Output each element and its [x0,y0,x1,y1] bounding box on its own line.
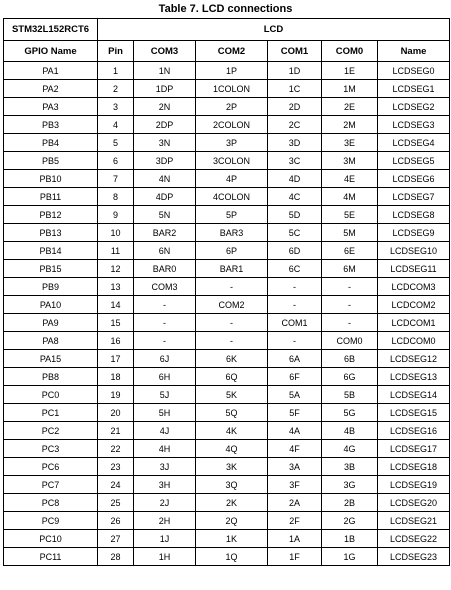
pin-cell: 14 [98,296,134,314]
com1-cell: 3F [268,476,322,494]
table-row [4,152,450,170]
pin-cell: 13 [98,278,134,296]
com3-cell: 3N [134,134,196,152]
name-cell: LCDCOM3 [378,278,450,296]
pin-cell: 9 [98,206,134,224]
pin-cell: 12 [98,260,134,278]
col-header-com2: COM2 [196,41,268,62]
pin-cell: 7 [98,170,134,188]
gpio-name-cell: PC9 [4,512,98,530]
com0-cell: 6B [322,350,378,368]
com3-cell: 6H [134,368,196,386]
com2-cell: 1K [196,530,268,548]
table-row [4,458,450,476]
name-cell: LCDCOM2 [378,296,450,314]
table-row [4,440,450,458]
name-cell: LCDSEG11 [378,260,450,278]
lcd-connections-table [3,18,450,566]
com0-cell: 5B [322,386,378,404]
pin-cell: 25 [98,494,134,512]
gpio-name-cell: PA8 [4,332,98,350]
table-row [4,224,450,242]
header-row-columns [4,41,450,62]
com1-cell: 2A [268,494,322,512]
name-cell: LCDSEG21 [378,512,450,530]
pin-cell: 4 [98,116,134,134]
com0-cell: - [322,296,378,314]
com1-cell: - [268,296,322,314]
com3-cell: 4H [134,440,196,458]
header-row-top [4,19,450,41]
com0-cell: 6G [322,368,378,386]
pin-cell: 22 [98,440,134,458]
com3-cell: 3H [134,476,196,494]
com1-cell: 3A [268,458,322,476]
name-cell: LCDCOM1 [378,314,450,332]
name-cell: LCDCOM0 [378,332,450,350]
com3-cell: BAR0 [134,260,196,278]
com3-cell: 2H [134,512,196,530]
com3-cell: 5N [134,206,196,224]
table-row [4,296,450,314]
com0-cell: 4B [322,422,378,440]
com1-cell: 2F [268,512,322,530]
com2-cell: 4COLON [196,188,268,206]
name-cell: LCDSEG0 [378,62,450,80]
table-row [4,368,450,386]
name-cell: LCDSEG5 [378,152,450,170]
com1-cell: 6D [268,242,322,260]
com0-cell: 6M [322,260,378,278]
com1-cell: - [268,332,322,350]
com1-cell: 4F [268,440,322,458]
com0-cell: COM0 [322,332,378,350]
name-cell: LCDSEG18 [378,458,450,476]
pin-cell: 17 [98,350,134,368]
pin-cell: 19 [98,386,134,404]
com3-cell: BAR2 [134,224,196,242]
com2-cell: 6Q [196,368,268,386]
gpio-name-cell: PA9 [4,314,98,332]
com3-cell: 2J [134,494,196,512]
pin-cell: 21 [98,422,134,440]
name-cell: LCDSEG10 [378,242,450,260]
com1-cell: 4A [268,422,322,440]
gpio-name-cell: PA1 [4,62,98,80]
gpio-name-cell: PA3 [4,98,98,116]
com1-cell: - [268,278,322,296]
table-row [4,80,450,98]
com2-cell: 4K [196,422,268,440]
pin-cell: 11 [98,242,134,260]
com2-cell: BAR3 [196,224,268,242]
com0-cell: 5G [322,404,378,422]
gpio-name-cell: PC0 [4,386,98,404]
com0-cell: - [322,278,378,296]
com0-cell: 1M [322,80,378,98]
com3-cell: - [134,314,196,332]
gpio-name-cell: PC1 [4,404,98,422]
com3-cell: 3DP [134,152,196,170]
com2-cell: 3P [196,134,268,152]
gpio-name-cell: PB3 [4,116,98,134]
pin-cell: 16 [98,332,134,350]
table-row [4,332,450,350]
col-header-pin: Pin [98,41,134,62]
col-header-name: Name [378,41,450,62]
col-header-com0: COM0 [322,41,378,62]
table-row [4,116,450,134]
com1-cell: COM1 [268,314,322,332]
com2-cell: - [196,314,268,332]
com3-cell: 4DP [134,188,196,206]
com3-cell: 5H [134,404,196,422]
name-cell: LCDSEG16 [378,422,450,440]
name-cell: LCDSEG1 [378,80,450,98]
com0-cell: 3G [322,476,378,494]
name-cell: LCDSEG20 [378,494,450,512]
gpio-name-cell: PC8 [4,494,98,512]
pin-cell: 20 [98,404,134,422]
table-row [4,242,450,260]
table-row [4,134,450,152]
table-row [4,494,450,512]
com1-cell: 6F [268,368,322,386]
com2-cell: 3K [196,458,268,476]
table-row [4,422,450,440]
pin-cell: 6 [98,152,134,170]
gpio-name-cell: PB13 [4,224,98,242]
table-row [4,62,450,80]
name-cell: LCDSEG7 [378,188,450,206]
com2-cell: COM2 [196,296,268,314]
col-header-com1: COM1 [268,41,322,62]
com2-cell: 1P [196,62,268,80]
com2-cell: 2P [196,98,268,116]
com1-cell: 5D [268,206,322,224]
com1-cell: 1F [268,548,322,566]
table-row [4,512,450,530]
table-row [4,170,450,188]
com2-cell: 2K [196,494,268,512]
table-caption: Table 7. LCD connections [158,3,293,15]
table-row [4,386,450,404]
gpio-name-cell: PB5 [4,152,98,170]
gpio-name-cell: PB9 [4,278,98,296]
com2-cell: 1COLON [196,80,268,98]
pin-cell: 15 [98,314,134,332]
com3-cell: 2N [134,98,196,116]
table-row [4,98,450,116]
com1-cell: 4C [268,188,322,206]
table-row [4,350,450,368]
com1-cell: 4D [268,170,322,188]
gpio-name-cell: PA10 [4,296,98,314]
com0-cell: 5M [322,224,378,242]
name-cell: LCDSEG8 [378,206,450,224]
pin-cell: 2 [98,80,134,98]
com2-cell: 3Q [196,476,268,494]
com2-cell: 5K [196,386,268,404]
com2-cell: 5Q [196,404,268,422]
com0-cell: 2B [322,494,378,512]
com3-cell: 4N [134,170,196,188]
pin-cell: 3 [98,98,134,116]
pin-cell: 18 [98,368,134,386]
com1-cell: 6A [268,350,322,368]
com3-cell: 6N [134,242,196,260]
table-row [4,404,450,422]
com3-cell: 6J [134,350,196,368]
pin-cell: 26 [98,512,134,530]
gpio-name-cell: PA2 [4,80,98,98]
com0-cell: 3B [322,458,378,476]
com1-cell: 5A [268,386,322,404]
gpio-name-cell: PC3 [4,440,98,458]
com3-cell: - [134,296,196,314]
com0-cell: 4M [322,188,378,206]
com3-cell: 4J [134,422,196,440]
com2-cell: 2COLON [196,116,268,134]
gpio-name-cell: PB4 [4,134,98,152]
com3-cell: COM3 [134,278,196,296]
com0-cell: 1G [322,548,378,566]
table-row [4,530,450,548]
table-header [4,19,450,62]
com2-cell: 4P [196,170,268,188]
com0-cell: 3M [322,152,378,170]
pin-cell: 8 [98,188,134,206]
pin-cell: 5 [98,134,134,152]
gpio-name-cell: PC10 [4,530,98,548]
com3-cell: 1J [134,530,196,548]
com3-cell: 3J [134,458,196,476]
com1-cell: 2C [268,116,322,134]
gpio-name-cell: PA15 [4,350,98,368]
com2-cell: 6P [196,242,268,260]
name-cell: LCDSEG12 [378,350,450,368]
device-header: STM32L152RCT6 [4,19,98,41]
table-row [4,314,450,332]
pin-cell: 27 [98,530,134,548]
com1-cell: 5C [268,224,322,242]
com0-cell: 2M [322,116,378,134]
com1-cell: 1D [268,62,322,80]
com3-cell: 1N [134,62,196,80]
gpio-name-cell: PB14 [4,242,98,260]
com2-cell: 6K [196,350,268,368]
com3-cell: 2DP [134,116,196,134]
name-cell: LCDSEG14 [378,386,450,404]
com3-cell: 5J [134,386,196,404]
name-cell: LCDSEG9 [378,224,450,242]
name-cell: LCDSEG17 [378,440,450,458]
gpio-name-cell: PB12 [4,206,98,224]
table-row [4,260,450,278]
pin-cell: 28 [98,548,134,566]
com2-cell: 1Q [196,548,268,566]
name-cell: LCDSEG6 [378,170,450,188]
gpio-name-cell: PC7 [4,476,98,494]
gpio-name-cell: PC6 [4,458,98,476]
gpio-name-cell: PB8 [4,368,98,386]
com0-cell: 1B [322,530,378,548]
com0-cell: 1E [322,62,378,80]
com2-cell: 3COLON [196,152,268,170]
com0-cell: 2E [322,98,378,116]
pin-cell: 1 [98,62,134,80]
com2-cell: 4Q [196,440,268,458]
name-cell: LCDSEG22 [378,530,450,548]
name-cell: LCDSEG4 [378,134,450,152]
com0-cell: 5E [322,206,378,224]
com2-cell: BAR1 [196,260,268,278]
com0-cell: 6E [322,242,378,260]
table-body [4,62,450,566]
com1-cell: 1C [268,80,322,98]
com1-cell: 2D [268,98,322,116]
com1-cell: 3C [268,152,322,170]
pin-cell: 23 [98,458,134,476]
gpio-name-cell: PC11 [4,548,98,566]
com3-cell: 1DP [134,80,196,98]
table-row [4,548,450,566]
com0-cell: - [322,314,378,332]
com0-cell: 2G [322,512,378,530]
com2-cell: 2Q [196,512,268,530]
com1-cell: 6C [268,260,322,278]
com0-cell: 3E [322,134,378,152]
lcd-group-header: LCD [98,19,450,41]
name-cell: LCDSEG19 [378,476,450,494]
col-header-com3: COM3 [134,41,196,62]
com2-cell: 5P [196,206,268,224]
table-row [4,188,450,206]
table-row [4,476,450,494]
gpio-name-cell: PB10 [4,170,98,188]
com1-cell: 1A [268,530,322,548]
com0-cell: 4G [322,440,378,458]
name-cell: LCDSEG13 [378,368,450,386]
com1-cell: 5F [268,404,322,422]
pin-cell: 24 [98,476,134,494]
com2-cell: - [196,278,268,296]
name-cell: LCDSEG2 [378,98,450,116]
table-row [4,206,450,224]
name-cell: LCDSEG23 [378,548,450,566]
com3-cell: - [134,332,196,350]
com3-cell: 1H [134,548,196,566]
com2-cell: - [196,332,268,350]
col-header-gpio-name: GPIO Name [4,41,98,62]
gpio-name-cell: PC2 [4,422,98,440]
pin-cell: 10 [98,224,134,242]
gpio-name-cell: PB15 [4,260,98,278]
com0-cell: 4E [322,170,378,188]
name-cell: LCDSEG15 [378,404,450,422]
com1-cell: 3D [268,134,322,152]
gpio-name-cell: PB11 [4,188,98,206]
name-cell: LCDSEG3 [378,116,450,134]
table-row [4,278,450,296]
